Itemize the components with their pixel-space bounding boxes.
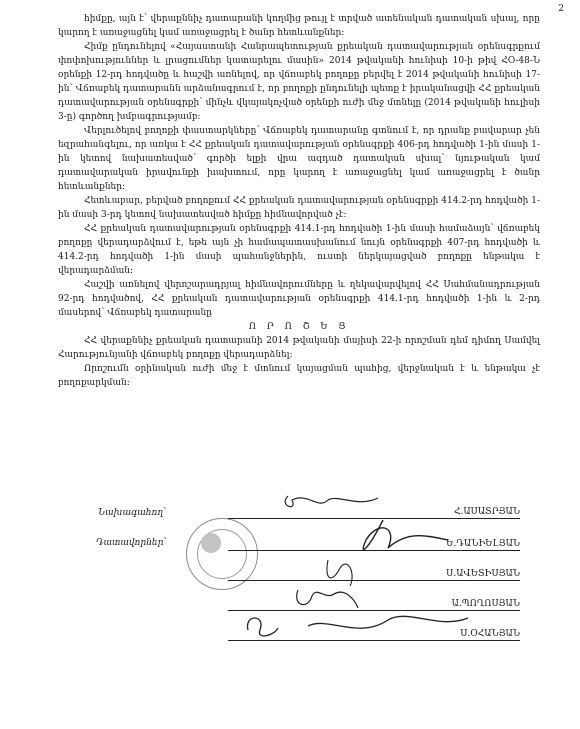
paragraph-continuation: հիմքը, այն է՝ վերաքննիչ դատարանի կողմից թույլ է տրված ատենական դատական սխալ, որը կարող է առաջացնել կամ առաջացրել է ծանր հետևանքներ: [58, 14, 540, 38]
paragraph-conclusion: Հետևաբար, բերված բողոքում ՀՀ քրեական դատավարության օրենսգրքի 414.2-րդ հոդվածի 1-ին մասի 3-րդ կետով նախատեսված հիմքը հիմնավորված չէ: [58, 196, 540, 220]
page-number: 2 [558, 4, 564, 14]
judges-label: Դատավորներ՝ [96, 538, 167, 548]
decision-paragraph-return: ՀՀ վերաքննիչ քրեական դատարանի 2014 թվականի մայիսի 22-ի որոշման դեմ դիմող Սամվել Հարությունյանի վճռաբեկ բողոքը վերադարձնել: [58, 336, 540, 360]
signer-name: Ս.ՕՀԱՆՅԱՆ [460, 629, 520, 639]
chair-label: Նախագահող՝ [98, 508, 167, 518]
signer-name: Հ.ԱՍԱՏՐՅԱՆ [454, 507, 520, 517]
paragraph-legal-basis: Հիմք ընդունելով «Հայաստանի Հանրապետության քրեական դատավարության օրենսգրքում փոփոխություններ և լրացումներ կատարելու մասին» 2014 թվականի հունիսի 10-ի թիվ ՀՕ-48-Ն օրենքի 12-րդ հոդվածը և հաշվի առնելով, որ վճռաբեկ բողոքը բերվել է 2014 թվականի հունիսի 17-ին՝ Վճռաբեկ դատարանն արձանագրում է, որ բողոքի ընդունելի պետք է իրականացվի ՀՀ քրեական դատավարության օրենսգրքի՝ մինչև վկայակոչված օրենքի ուժի մեջ մտնելը (2014 թվականի հուլիսի 3-ը) գործող խմբագրությամբ: [58, 42, 540, 122]
paragraph-considering: Հաշվի առնելով վերոշարադրյալ հիմնավորումները և ղեկավարվելով ՀՀ Սահմանադրության 92-րդ հոդվածով, ՀՀ քրեական դատավարության օրենսգրքի 414.1-րդ հոդվածի 1-ին և 2-րդ մասերով՝ Վճռաբեկ դատարանը [58, 280, 540, 318]
signer-name: Ս.ԱՎԵՏԻՍՅԱՆ [446, 569, 520, 579]
handwritten-signatures-icon [208, 490, 508, 650]
document-body [58, 12, 540, 390]
decision-paragraph-effect: Որոշումն օրինական ուժի մեջ է մտնում կայացման պահից, վերջնական է և ենթակա չէ բողոքարկման: [58, 364, 540, 388]
paragraph-analysis: Վերլուծելով բողոքի փաստարկները՝ Վճռաբեկ դատարանը գտնում է, որ դրանք բավարար չեն եզրահանգելու, որ առկա է ՀՀ քրեական դատավարության օրենսգրքի 406-րդ հոդվածի 1-ին մասի 1-ին կետով նախատեսված՝ գործի ելքի վրա ազդած դատական սխալ՝ նյութական կամ դատավարական իրավունքի խախտում, որը կարող է առաջացնել կամ առաջացրել է ծանր հետևանքներ: [58, 126, 540, 192]
signer-name: Ե.ԴԱՆԻԵԼՅԱՆ [446, 539, 520, 549]
paragraph-rule: ՀՀ քրեական դատավարության օրենսգրքի 414.1-րդ հոդվածի 1-ին մասի համաձայն՝ վճռաբեկ բողոքը վերադարձվում է, եթե այն չի համապատասխանում նույն օրենսգրքի 407-րդ հոդվածի և 414.2-րդ հոդվածի 1-ին մասի պահանջներին, ուստի ներկայացված բողոքը ենթակա է վերադարձման: [58, 224, 540, 276]
signature-block [58, 494, 540, 694]
signer-name: Ա.ՊՈՂՈՍՅԱՆ [451, 599, 520, 609]
decision-heading: Ո Ր Ո Շ Ե Ց [248, 322, 350, 332]
